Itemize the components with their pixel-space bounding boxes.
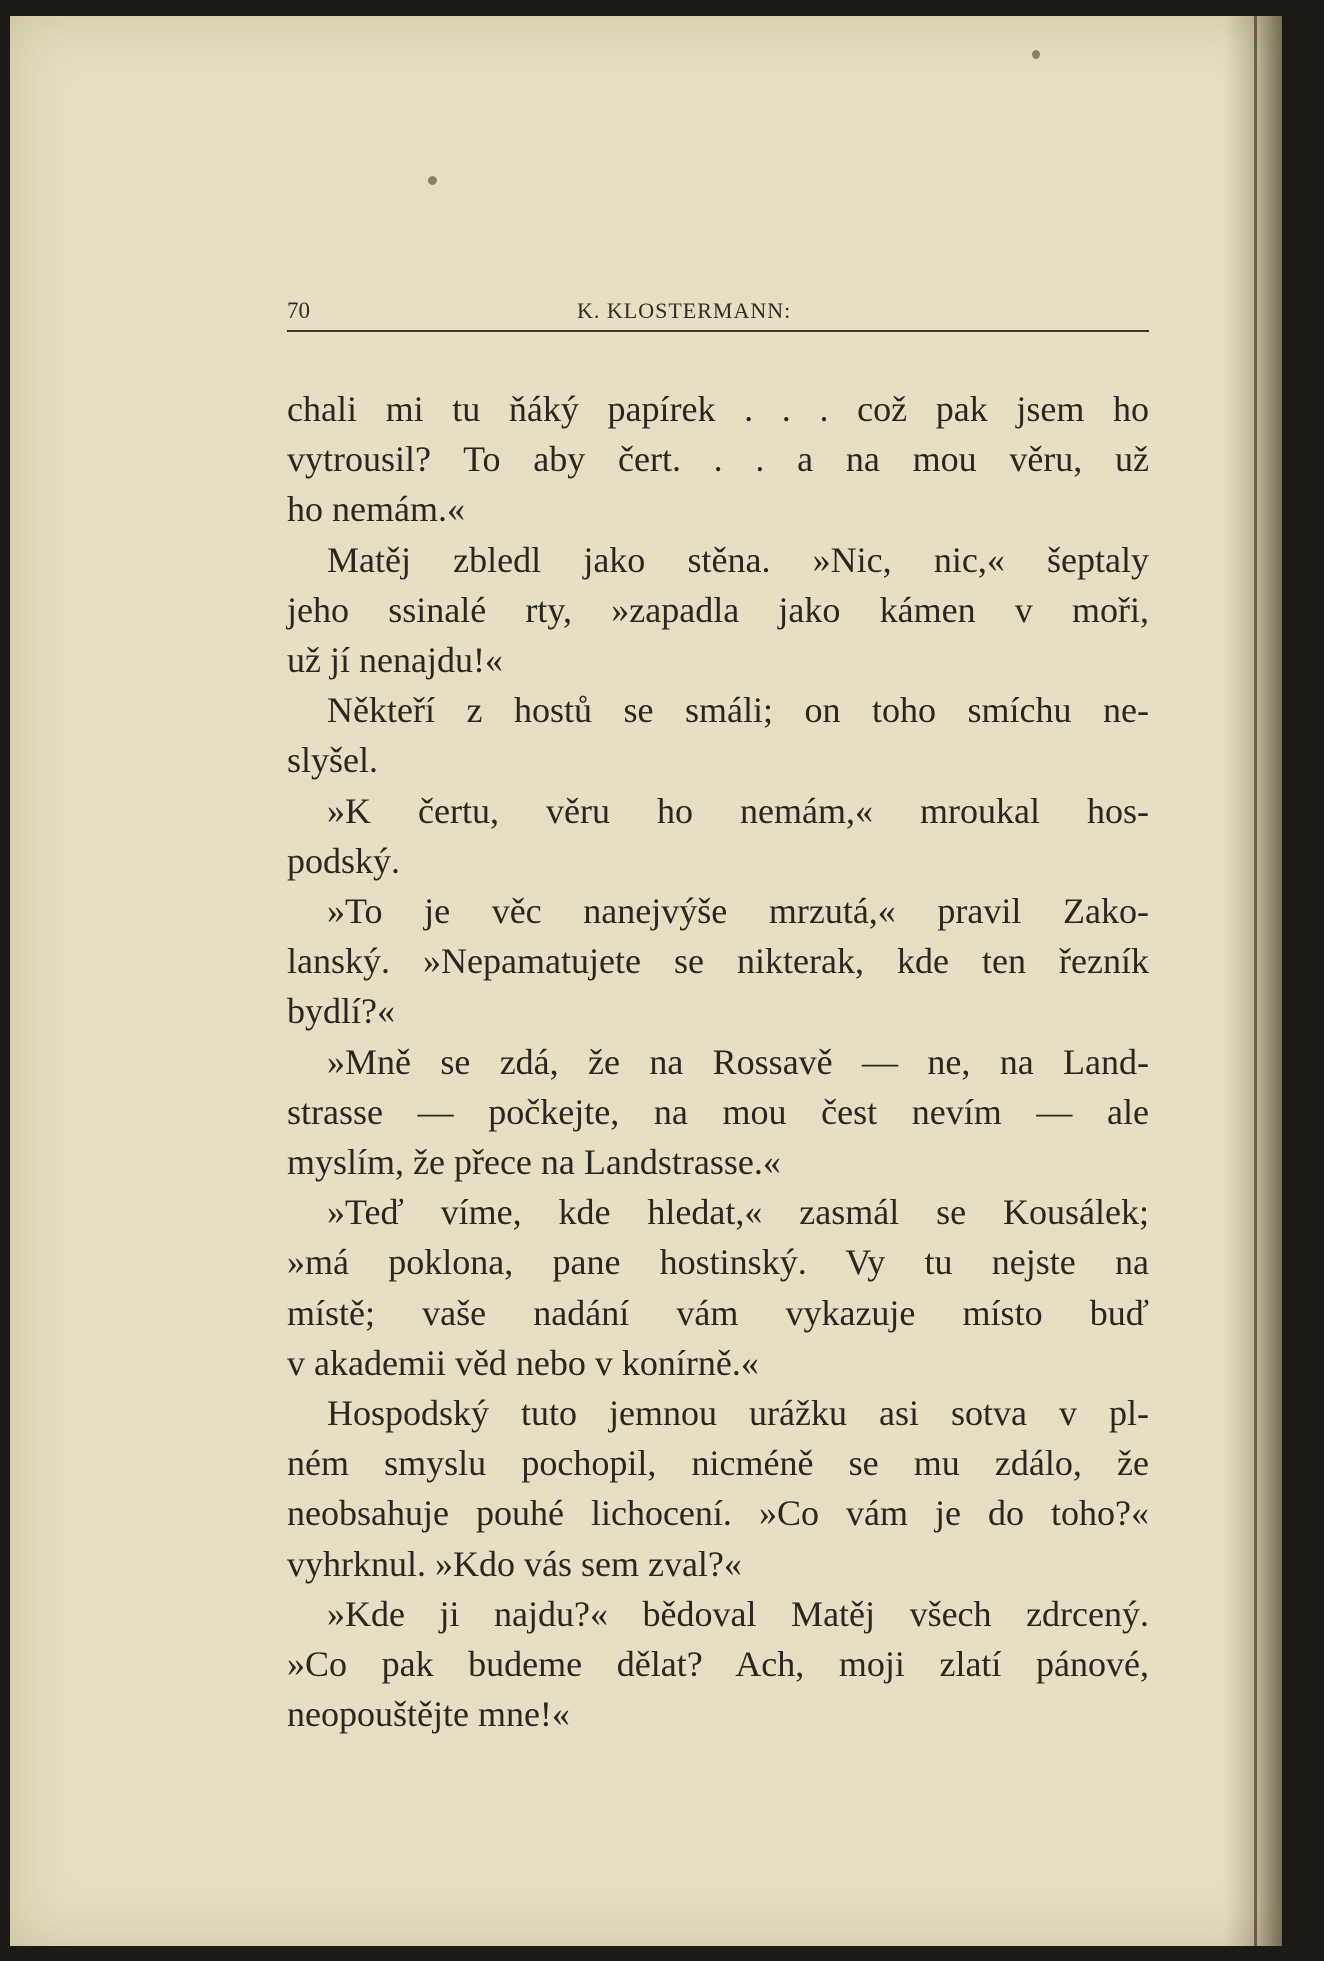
text-line: »To je věc nanejvýše mrzutá,« pravil Zako- xyxy=(327,891,1149,932)
text-line: v akademii věd nebo v konírně.« xyxy=(287,1342,759,1383)
text-line: »Kde ji najdu?« bědoval Matěj všech zdrcený. xyxy=(327,1593,1149,1634)
text-line: »K čertu, věru ho nemám,« mroukal hos- xyxy=(327,790,1149,831)
text-line: vyhrknul. »Kdo vás sem zval?« xyxy=(287,1543,742,1584)
text-line: podský. xyxy=(287,840,401,881)
text-line: Matěj zbledl jako stěna. »Nic, nic,« šeptaly xyxy=(327,539,1149,580)
page-speck xyxy=(1032,50,1040,59)
book-page xyxy=(10,16,1282,1946)
text-line: »má poklona, pane hostinský. Vy tu nejste na xyxy=(287,1242,1149,1283)
text-line: »Teď víme, kde hledat,« zasmál se Kousálek; xyxy=(327,1192,1149,1233)
page-speck xyxy=(428,176,437,185)
text-line: místě; vaše nadání vám vykazuje místo buď xyxy=(287,1292,1149,1333)
text-line: vytrousil? To aby čert. . . a na mou věru, už xyxy=(287,439,1149,480)
text-line: jeho ssinalé rty, »zapadla jako kámen v moři, xyxy=(287,589,1149,630)
text-line: »Mně se zdá, že na Rossavě — ne, na Land- xyxy=(327,1041,1149,1082)
page-number: 70 xyxy=(287,298,310,323)
text-line: už jí nenajdu!« xyxy=(287,640,503,681)
text-line: neopouštějte mne!« xyxy=(287,1694,570,1735)
text-line: neobsahuje pouhé lichocení. »Co vám je do toho?« xyxy=(287,1493,1149,1534)
text-line: bydlí?« xyxy=(287,991,395,1032)
page-spine-shadow xyxy=(1224,16,1282,1946)
running-header xyxy=(287,286,1149,332)
text-line: Hospodský tuto jemnou urážku asi sotva v pl- xyxy=(327,1393,1149,1434)
text-line: strasse — počkejte, na mou čest nevím — ale xyxy=(287,1091,1149,1132)
text-line: ho nemám.« xyxy=(287,489,465,530)
body-text xyxy=(287,384,1149,1739)
text-line: chali mi tu ňáký papírek . . . což pak jsem ho xyxy=(287,389,1149,429)
text-line: lanský. »Nepamatujete se nikterak, kde ten řezník xyxy=(287,941,1149,982)
text-line: Někteří z hostů se smáli; on toho smíchu ne- xyxy=(327,690,1149,731)
text-line: myslím, že přece na Landstrasse.« xyxy=(287,1142,781,1183)
text-line: ném smyslu pochopil, nicméně se mu zdálo, že xyxy=(287,1443,1149,1484)
running-title: K. KLOSTERMANN: xyxy=(577,298,792,323)
text-line: slyšel. xyxy=(287,740,379,781)
text-line: »Co pak budeme dělat? Ach, moji zlatí pánové, xyxy=(287,1644,1149,1685)
